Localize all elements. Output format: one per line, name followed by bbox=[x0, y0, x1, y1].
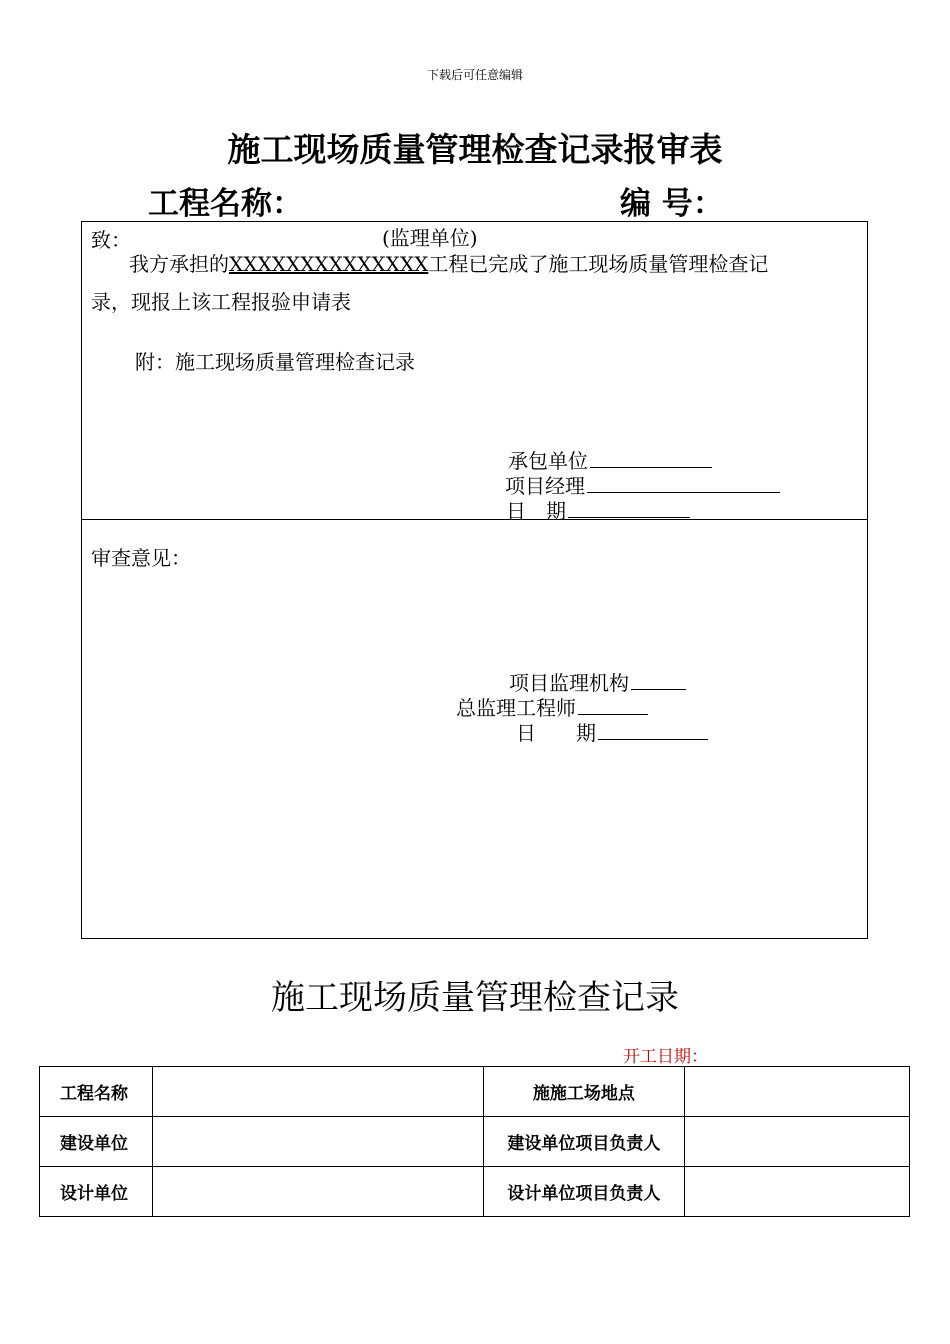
report-body-line-2: 录，现报上该工程报验申请表 bbox=[91, 290, 351, 314]
serial-number-label: 编 号： bbox=[620, 186, 724, 222]
review-opinion-label: 审查意见： bbox=[91, 546, 191, 570]
attachment-note: 附：施工现场质量管理检查记录 bbox=[135, 350, 415, 374]
form-divider bbox=[82, 519, 867, 520]
table-value-cell[interactable] bbox=[685, 1117, 910, 1167]
body-prefix: 我方承担的 bbox=[129, 252, 229, 276]
start-date-label: 开工日期： bbox=[623, 1047, 708, 1067]
project-manager-signature-line[interactable] bbox=[587, 472, 780, 493]
supervisor-unit-label: (监理单位) bbox=[382, 226, 478, 250]
report-body-line-1 bbox=[129, 248, 768, 277]
contractor-signature-line[interactable] bbox=[590, 447, 712, 468]
form-title: 施工现场质量管理检查记录报审表 bbox=[227, 130, 723, 169]
table-label-cell: 建设单位项目负责人 bbox=[483, 1117, 685, 1167]
table-label-cell: 工程名称 bbox=[40, 1067, 153, 1117]
review-date-label: 日 期 bbox=[516, 721, 596, 745]
project-placeholder: XXXXXXXXXXXXXX bbox=[229, 252, 429, 276]
table-label-cell: 设计单位项目负责人 bbox=[483, 1167, 685, 1217]
project-manager-label: 项目经理 bbox=[505, 474, 585, 498]
report-form-box bbox=[81, 221, 868, 939]
report-date-label: 日 期 bbox=[506, 499, 566, 523]
supervision-org-signature-line[interactable] bbox=[631, 669, 686, 690]
table-row bbox=[40, 1067, 910, 1117]
supervision-org-label: 项目监理机构 bbox=[509, 671, 629, 695]
table-value-cell[interactable] bbox=[152, 1067, 483, 1117]
table-value-cell[interactable] bbox=[152, 1167, 483, 1217]
record-title: 施工现场质量管理检查记录 bbox=[271, 978, 679, 1018]
review-date-line[interactable] bbox=[598, 719, 708, 740]
table-row bbox=[40, 1117, 910, 1167]
table-label-cell: 建设单位 bbox=[40, 1117, 153, 1167]
report-date-line[interactable] bbox=[568, 497, 690, 518]
chief-engineer-label: 总监理工程师 bbox=[456, 696, 576, 720]
table-label-cell: 设计单位 bbox=[40, 1167, 153, 1217]
table-value-cell[interactable] bbox=[152, 1117, 483, 1167]
to-label: 致： bbox=[91, 228, 131, 252]
table-label-cell: 施施工场地点 bbox=[483, 1067, 685, 1117]
table-value-cell[interactable] bbox=[685, 1167, 910, 1217]
project-name-label: 工程名称： bbox=[148, 186, 303, 222]
chief-engineer-signature-line[interactable] bbox=[578, 694, 648, 715]
body-suffix: 工程已完成了施工现场质量管理检查记 bbox=[428, 252, 769, 276]
project-info-table bbox=[39, 1066, 910, 1217]
table-row bbox=[40, 1167, 910, 1217]
table-value-cell[interactable] bbox=[685, 1067, 910, 1117]
header-note: 下载后可任意编辑 bbox=[426, 68, 523, 82]
review-date-row bbox=[516, 717, 708, 746]
contractor-label: 承包单位 bbox=[508, 449, 588, 473]
